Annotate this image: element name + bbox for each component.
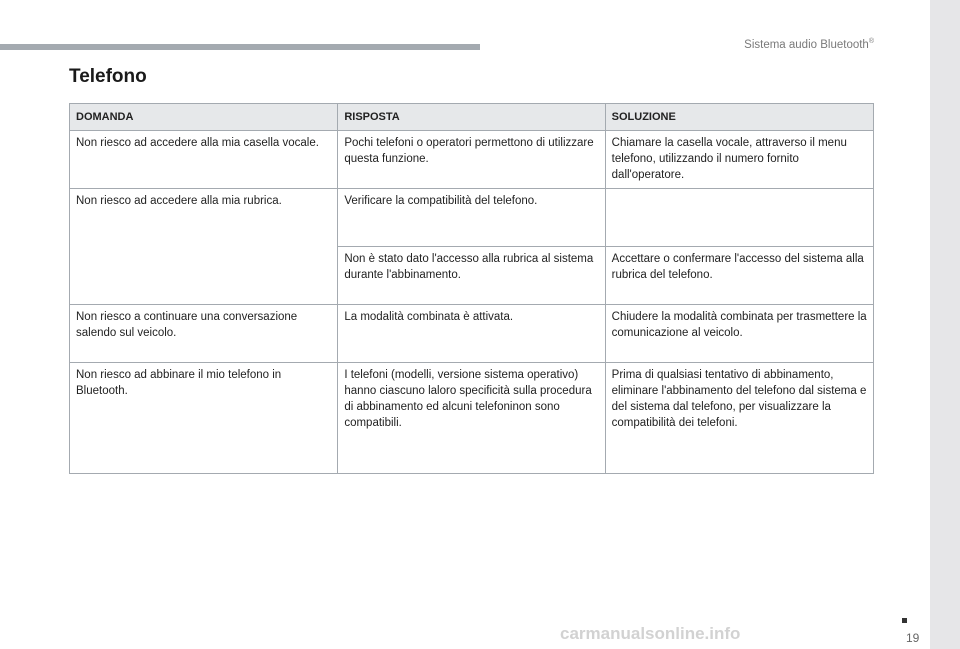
cell-domanda: Non riesco ad accedere alla mia rubrica. (70, 189, 338, 305)
cell-soluzione: Chiudere la modalità combinata per trasmettere la comunicazione al veicolo. (605, 305, 873, 363)
header-soluzione: SOLUZIONE (605, 104, 873, 131)
chapter-title: Sistema audio Bluetooth® (744, 38, 874, 51)
header-decor-bar (0, 44, 480, 50)
page-number: 19 (906, 631, 920, 645)
section-title: Telefono (69, 66, 147, 87)
cell-domanda: Non riesco a continuare una conversazione salendo sul veicolo. (70, 305, 338, 363)
cell-risposta: La modalità combinata è attivata. (338, 305, 605, 363)
table-row (70, 305, 874, 363)
cell-domanda: Non riesco ad accedere alla mia casella vocale. (70, 131, 338, 189)
cell-risposta: Non è stato dato l'accesso alla rubrica al sistema durante l'abbinamento. (338, 247, 605, 305)
cell-soluzione: Chiamare la casella vocale, attraverso il menu telefono, utilizzando il numero fornito dall'operatore. (605, 131, 873, 189)
page-marker-square (902, 618, 907, 623)
cell-domanda: Non riesco ad abbinare il mio telefono in Bluetooth. (70, 363, 338, 474)
cell-risposta: Pochi telefoni o operatori permettono di utilizzare questa funzione. (338, 131, 605, 189)
table-header-row (70, 104, 874, 131)
watermark: carmanualsonline.info (560, 624, 741, 643)
cell-soluzione: Prima di qualsiasi tentativo di abbinamento, eliminare l'abbinamento del telefono dal sistema e del sistema dal telefono, per visualizzare la compatibilità dei telefoni. (605, 363, 873, 474)
table-row (70, 131, 874, 189)
cell-soluzione: Accettare o confermare l'accesso del sistema alla rubrica del telefono. (605, 247, 873, 305)
cell-risposta: I telefoni (modelli, versione sistema operativo) hanno ciascuno laloro specificità sulla procedura di abbinamento ed alcuni telefoninon sono compatibili. (338, 363, 605, 474)
cell-risposta: Verificare la compatibilità del telefono. (338, 189, 605, 247)
header-domanda: DOMANDA (70, 104, 338, 131)
table-row (70, 363, 874, 474)
table-row (70, 189, 874, 247)
faq-table (69, 103, 874, 474)
header-risposta: RISPOSTA (338, 104, 605, 131)
right-margin-strip (930, 0, 960, 649)
cell-soluzione (605, 189, 873, 247)
